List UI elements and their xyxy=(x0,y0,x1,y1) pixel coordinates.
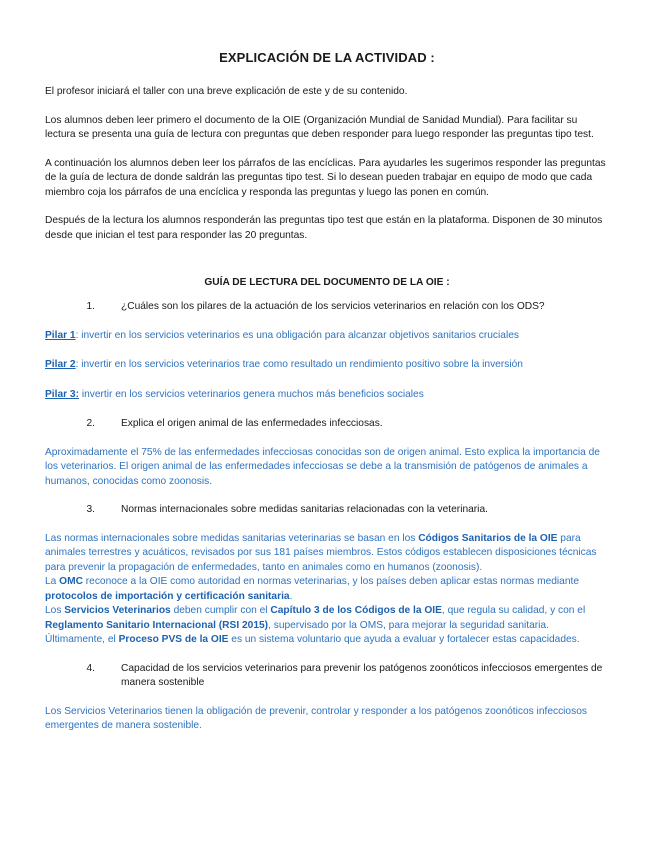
question-number: 4. xyxy=(86,662,95,674)
pilar-label: Pilar 1 xyxy=(45,329,76,341)
question-number: 2. xyxy=(86,418,95,429)
question-3 xyxy=(45,503,609,518)
question-text: Explica el origen animal de las enfermedades infecciosas. xyxy=(121,418,383,429)
pilar-text: invertir en los servicios veterinarios genera muchos más beneficios sociales xyxy=(78,388,424,400)
pilar-text: : invertir en los servicios veterinarios es una obligación para alcanzar objetivos sanitarios cruciales xyxy=(75,329,519,341)
pilar-3 xyxy=(45,388,609,403)
pilar-2 xyxy=(45,358,609,373)
pilar-label: Pilar 2 xyxy=(45,359,76,370)
question-text: ¿Cuáles son los pilares de la actuación de los servicios veterinarios en relación con los ODS? xyxy=(121,301,545,312)
answer-3-paragraph-1: Las normas internacionales sobre medidas sanitarias veterinarias se basan en los Códigos Sanitarios de la OIE para animales terrestres y acuáticos, revisados por sus 181 países miembros. Estos códigos establecen disposiciones técnicas para prevenir la propagación de enfermedades, tanto en animales como en humanos (zoonosis). xyxy=(45,532,597,573)
intro-paragraph-3: A continuación los alumnos deben leer los párrafos de las encíclicas. Para ayudarles les sugerimos responder las preguntas de la guía de lectura de donde saldrán las preguntas tipo test. Si lo desean pueden trabajar en equipo de modo que cada miembro coja los párrafos de una encíclica y responda las preguntas y luego las ponen en común. xyxy=(45,157,606,198)
question-text: Normas internacionales sobre medidas sanitarias relacionadas con la veterinaria. xyxy=(121,504,488,515)
answer-3-paragraph-2: La OMC reconoce a la OIE como autoridad en normas veterinarias, y los países deben aplicar estas normas mediante protocolos de importación y certificación sanitaria. xyxy=(45,576,580,602)
pilar-label: Pilar 3: xyxy=(45,388,79,400)
intro-paragraph-2: Los alumnos deben leer primero el documento de la OIE (Organización Mundial de Sanidad Mundial). Para facilitar su lectura se presenta una guía de lectura con preguntas que deben responder para luego responder las preguntas tipo test. xyxy=(45,114,594,140)
answer-3-paragraph-3: Los Servicios Veterinarios deben cumplir con el Capítulo 3 de los Códigos de la OIE, que regula su calidad, y con el Reglamento Sanitario Internacional (RSI 2015), supervisado por la OMS, para mejorar la seguridad sanitaria. Últimamente, el Proceso PVS de la OIE es un sistema voluntario que ayuda a evaluar y fortalecer estas capacidades. xyxy=(45,605,586,645)
intro-paragraph-1: El profesor iniciará el taller con una breve explicación de este y de su contenido. xyxy=(45,86,408,97)
question-number: 1. xyxy=(86,301,95,312)
question-number: 3. xyxy=(86,504,95,515)
guide-title: GUÍA DE LECTURA DEL DOCUMENTO DE LA OIE : xyxy=(204,277,450,288)
question-text: Capacidad de los servicios veterinarios para prevenir los patógenos zoonóticos infecciosos emergentes de manera sostenible xyxy=(121,662,603,688)
question-4 xyxy=(45,662,609,691)
pilar-text: : invertir en los servicios veterinarios trae como resultado un rendimiento positivo sobre la inversión xyxy=(75,359,523,370)
answer-2: Aproximadamente el 75% de las enfermedades infecciosas conocidas son de origen animal. Esto explica la importancia de los veterinarios. El origen animal de las enfermedades infecciosas se debe a la transmisión de patógenos de animales a humanos, conocidas como zoonosis. xyxy=(45,446,600,487)
pilar-1 xyxy=(45,329,609,344)
page-title: EXPLICACIÓN DE LA ACTIVIDAD : xyxy=(219,50,435,65)
answer-4: Los Servicios Veterinarios tienen la obligación de prevenir, controlar y responder a los patógenos zoonóticos infecciosos emergentes de manera sostenible. xyxy=(45,705,587,731)
question-1 xyxy=(45,300,609,315)
question-2 xyxy=(45,417,609,432)
intro-paragraph-4: Después de la lectura los alumnos responderán las preguntas tipo test que están en la plataforma. Disponen de 30 minutos desde que inician el test para responder las 20 preguntas. xyxy=(45,215,603,241)
